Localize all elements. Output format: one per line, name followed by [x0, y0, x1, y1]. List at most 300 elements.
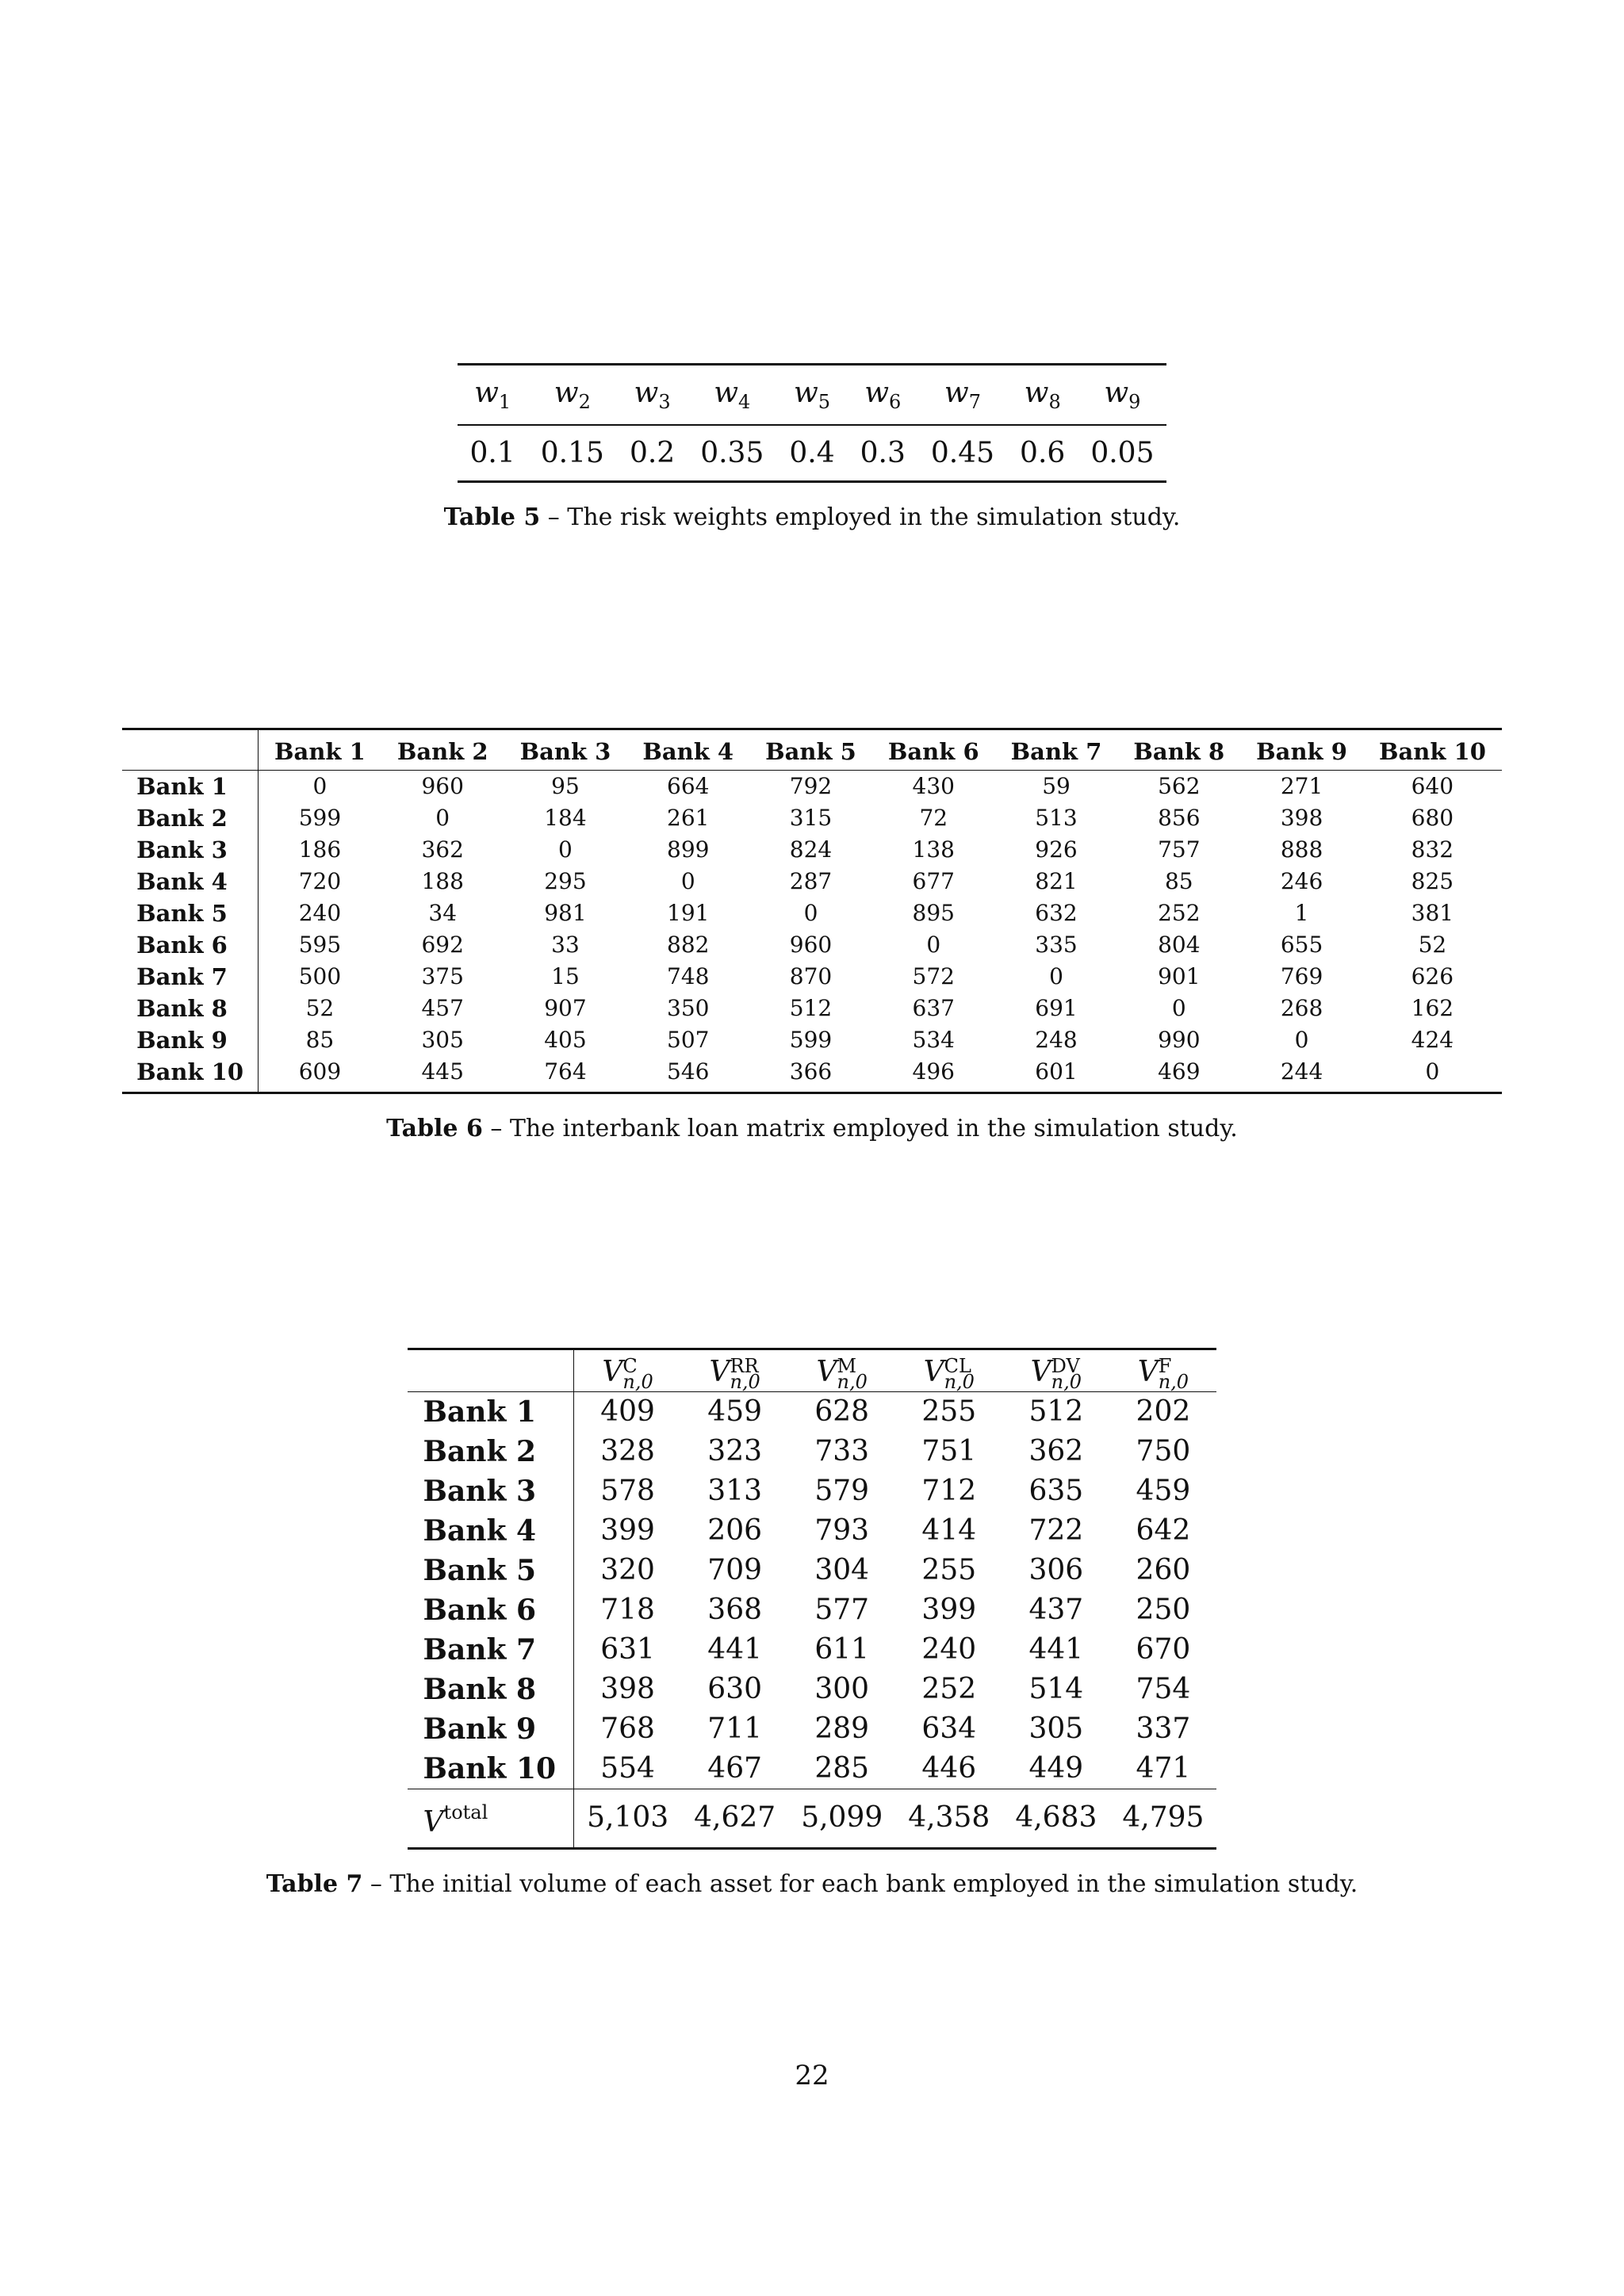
table-cell: 0: [1049, 963, 1063, 989]
table-cell: 240: [921, 1633, 977, 1666]
row-header-cell: Bank 8: [122, 993, 258, 1024]
row-header-cell: Bank 1: [122, 771, 258, 803]
weight-subscript: 9: [1128, 391, 1141, 414]
table-cell: 362: [421, 836, 464, 863]
table-cell: 677: [912, 868, 955, 894]
table-cell: 832: [1411, 836, 1454, 863]
total-cell: 4,795: [1109, 1789, 1216, 1849]
script-stack: [837, 1355, 868, 1393]
table-cell: 825: [1411, 868, 1454, 894]
volume-superscript: M: [837, 1355, 857, 1377]
table-cell: 637: [912, 995, 955, 1021]
weight-value-cell: 0.15: [540, 437, 604, 470]
table-cell: 513: [1035, 805, 1078, 831]
table-row: [122, 897, 1502, 929]
total-cell: 4,358: [895, 1789, 1002, 1849]
table-cell: 188: [421, 868, 464, 894]
table-row: [122, 993, 1502, 1024]
table-cell: 664: [667, 773, 710, 799]
table-cell: 459: [1136, 1475, 1191, 1507]
volume-superscript: F: [1158, 1355, 1172, 1377]
volume-superscript: DV: [1051, 1355, 1080, 1377]
table-cell: 670: [1136, 1633, 1191, 1666]
table-cell: 306: [1028, 1554, 1084, 1586]
table-cell: 824: [789, 836, 833, 863]
table-cell: 599: [298, 805, 342, 831]
table-cell: 960: [421, 773, 464, 799]
table-cell: 990: [1158, 1027, 1201, 1053]
table-cell: 328: [600, 1435, 655, 1468]
weight-value-cell: 0.45: [930, 437, 995, 470]
corner-cell: [122, 729, 258, 771]
column-header-cell: Bank 7: [995, 729, 1118, 771]
table-7-block: [0, 1348, 1624, 1898]
total-cell: 5,099: [788, 1789, 895, 1849]
table-cell: 0: [680, 868, 695, 894]
table-cell: 507: [667, 1027, 710, 1053]
weight-value-cell: 0.05: [1090, 437, 1155, 470]
table-cell: 754: [1136, 1673, 1191, 1705]
weight-subscript: 7: [968, 391, 982, 414]
table-cell: 323: [707, 1435, 763, 1468]
table-cell: 85: [305, 1027, 335, 1053]
row-header-cell: Bank 1: [408, 1392, 574, 1433]
table-cell: 459: [707, 1395, 763, 1428]
script-stack: [622, 1355, 653, 1393]
weight-header-cell: [776, 365, 847, 426]
script-stack: [730, 1355, 760, 1393]
table-cell: 430: [912, 773, 955, 799]
weight-subscript: 8: [1048, 391, 1061, 414]
table-cell: 255: [921, 1554, 977, 1586]
column-header-cell: Bank 10: [1363, 729, 1502, 771]
table-row: [408, 1590, 1217, 1630]
table-cell: 632: [1035, 900, 1078, 926]
table-cell: 631: [600, 1633, 655, 1666]
table-cell: 295: [544, 868, 587, 894]
row-header-cell: Bank 9: [122, 1024, 258, 1056]
table-row: [122, 929, 1502, 961]
table-cell: 252: [1158, 900, 1201, 926]
table-cell: 512: [789, 995, 833, 1021]
table-cell: 578: [600, 1475, 655, 1507]
table-cell: 562: [1158, 773, 1201, 799]
table-cell: 285: [814, 1752, 870, 1785]
table-cell: 792: [789, 773, 833, 799]
table-cell: 366: [789, 1058, 833, 1085]
table-cell: 162: [1411, 995, 1454, 1021]
row-header-cell: Bank 5: [122, 897, 258, 929]
table-cell: 733: [814, 1435, 870, 1468]
table-cell: 320: [600, 1554, 655, 1586]
row-header-cell: Bank 4: [408, 1511, 574, 1551]
script-stack: [1051, 1355, 1082, 1393]
table-cell: 449: [1028, 1752, 1084, 1785]
table-row: [122, 834, 1502, 866]
row-header-cell: Bank 5: [408, 1551, 574, 1590]
volume-subscript: n,0: [622, 1371, 653, 1393]
caption-label: Table 5: [443, 503, 541, 532]
weight-symbol: w: [944, 377, 969, 409]
table-row: [122, 1056, 1502, 1093]
column-header-cell: Bank 9: [1240, 729, 1363, 771]
table-cell: 572: [912, 963, 955, 989]
table-cell: 350: [667, 995, 710, 1021]
table-header-row: [408, 1349, 1217, 1392]
corner-cell: [408, 1349, 574, 1392]
weight-subscript: 1: [498, 391, 511, 414]
table-cell: 337: [1136, 1712, 1191, 1745]
table-cell: 599: [789, 1027, 833, 1053]
weight-symbol: w: [793, 377, 818, 409]
table-cell: 52: [305, 995, 335, 1021]
total-cell: 4,683: [1002, 1789, 1109, 1849]
weight-subscript: 4: [738, 391, 751, 414]
table-cell: 191: [667, 900, 710, 926]
total-symbol: V: [423, 1806, 444, 1839]
table-cell: 34: [428, 900, 458, 926]
table-cell: 0: [1425, 1058, 1440, 1085]
table-cell: 184: [544, 805, 587, 831]
table-cell: 554: [600, 1752, 655, 1785]
table-cell: 512: [1028, 1395, 1084, 1428]
table-row: [122, 802, 1502, 834]
row-header-cell: Bank 8: [408, 1670, 574, 1709]
table-5-block: [0, 363, 1624, 531]
table-cell: 206: [707, 1514, 763, 1547]
table-cell: 821: [1035, 868, 1078, 894]
weight-value-cell: 0.35: [700, 437, 764, 470]
table-cell: 0: [435, 805, 450, 831]
table-6-block: [0, 728, 1624, 1142]
initial-asset-volume-table: [408, 1348, 1217, 1850]
table-row: [122, 771, 1502, 803]
table-row: [408, 1432, 1217, 1471]
table-cell: 304: [814, 1554, 870, 1586]
table-cell: 437: [1028, 1594, 1084, 1626]
column-header-cell: [788, 1349, 895, 1392]
weight-header-cell: [848, 365, 918, 426]
table-cell: 888: [1280, 836, 1323, 863]
table-cell: 52: [1418, 932, 1447, 958]
volume-subscript: n,0: [837, 1371, 868, 1393]
table-cell: 748: [667, 963, 710, 989]
caption-text: – The initial volume of each asset for each bank employed in the simulation study.: [362, 1870, 1358, 1898]
weight-subscript: 5: [818, 391, 831, 414]
table-cell: 595: [298, 932, 342, 958]
table-cell: 0: [926, 932, 941, 958]
table-cell: 907: [544, 995, 587, 1021]
weight-header-cell: [918, 365, 1007, 426]
table-cell: 362: [1028, 1435, 1084, 1468]
volume-superscript: CL: [944, 1355, 971, 1377]
table-cell: 375: [421, 963, 464, 989]
row-header-cell: Bank 10: [408, 1749, 574, 1789]
column-header-cell: Bank 4: [626, 729, 749, 771]
table-cell: 655: [1280, 932, 1323, 958]
table-cell: 764: [544, 1058, 587, 1085]
table-cell: 626: [1411, 963, 1454, 989]
table-cell: 305: [1028, 1712, 1084, 1745]
weight-value-cell: 0.6: [1020, 437, 1066, 470]
table-cell: 546: [667, 1058, 710, 1085]
volume-subscript: n,0: [944, 1371, 975, 1393]
column-header-cell: Bank 2: [381, 729, 504, 771]
table-cell: 804: [1158, 932, 1201, 958]
table-cell: 441: [1028, 1633, 1084, 1666]
table-cell: 33: [551, 932, 580, 958]
volume-superscript: RR: [730, 1355, 759, 1377]
table-cell: 709: [707, 1554, 763, 1586]
row-header-cell: Bank 6: [122, 929, 258, 961]
table-cell: 642: [1136, 1514, 1191, 1547]
table-cell: 300: [814, 1673, 870, 1705]
weight-symbol: w: [474, 377, 499, 409]
table-cell: 467: [707, 1752, 763, 1785]
table-row: [122, 866, 1502, 897]
weight-value-cell: 0.3: [860, 437, 906, 470]
table-row: [122, 1024, 1502, 1056]
table-cell: 870: [789, 963, 833, 989]
table-cell: 750: [1136, 1435, 1191, 1468]
weight-subscript: 3: [658, 391, 671, 414]
table-cell: 268: [1280, 995, 1323, 1021]
table-cell: 601: [1035, 1058, 1078, 1085]
script-stack: [944, 1355, 975, 1393]
table-row: [408, 1392, 1217, 1433]
weight-symbol: w: [864, 377, 890, 409]
weight-header-cell: [1007, 365, 1078, 426]
table-cell: 899: [667, 836, 710, 863]
row-header-cell: Bank 7: [408, 1630, 574, 1670]
row-header-cell: Bank 2: [122, 802, 258, 834]
table-cell: 926: [1035, 836, 1078, 863]
table-cell: 446: [921, 1752, 977, 1785]
column-header-cell: Bank 6: [872, 729, 995, 771]
column-header-cell: Bank 8: [1117, 729, 1240, 771]
table-header-row: [458, 365, 1167, 426]
table-cell: 0: [1171, 995, 1186, 1021]
table-cell: 514: [1028, 1673, 1084, 1705]
table-cell: 445: [421, 1058, 464, 1085]
total-row-header: [408, 1789, 574, 1849]
column-header-cell: Bank 1: [259, 729, 381, 771]
table-cell: 500: [298, 963, 342, 989]
weight-header-cell: [688, 365, 776, 426]
row-header-cell: Bank 3: [122, 834, 258, 866]
table-cell: 611: [814, 1633, 870, 1666]
volume-symbol: V: [1137, 1356, 1159, 1388]
table-cell: 680: [1411, 805, 1454, 831]
table-cell: 757: [1158, 836, 1201, 863]
table-cell: 399: [921, 1594, 977, 1626]
table-cell: 441: [707, 1633, 763, 1666]
volume-symbol: V: [923, 1356, 944, 1388]
column-header-cell: [1109, 1349, 1216, 1392]
table-cell: 202: [1136, 1395, 1191, 1428]
volume-subscript: n,0: [1051, 1371, 1082, 1393]
table-cell: 768: [600, 1712, 655, 1745]
row-header-cell: Bank 6: [408, 1590, 574, 1630]
column-header-cell: [895, 1349, 1002, 1392]
weight-subscript: 6: [889, 391, 902, 414]
table-cell: 0: [558, 836, 573, 863]
table-cell: 882: [667, 932, 710, 958]
table-cell: 244: [1280, 1058, 1323, 1085]
table-cell: 691: [1035, 995, 1078, 1021]
table-cell: 471: [1136, 1752, 1191, 1785]
table-cell: 250: [1136, 1594, 1191, 1626]
weight-symbol: w: [1104, 377, 1129, 409]
column-header-cell: [681, 1349, 788, 1392]
table-cell: 718: [600, 1594, 655, 1626]
table-row: [408, 1749, 1217, 1789]
table-cell: 856: [1158, 805, 1201, 831]
table-cell: 628: [814, 1395, 870, 1428]
weight-value-cell: 0.2: [629, 437, 676, 470]
caption-label: Table 7: [266, 1870, 363, 1898]
caption-text: – The risk weights employed in the simulation study.: [540, 503, 1181, 532]
total-superscript: total: [443, 1801, 488, 1823]
table-cell: 722: [1028, 1514, 1084, 1547]
volume-symbol: V: [709, 1356, 730, 1388]
column-header-cell: Bank 5: [749, 729, 872, 771]
table-cell: 72: [919, 805, 948, 831]
weight-symbol: w: [1024, 377, 1049, 409]
risk-weights-table: [458, 363, 1167, 483]
table-cell: 260: [1136, 1554, 1191, 1586]
volume-subscript: n,0: [1158, 1371, 1189, 1393]
table-cell: 630: [707, 1673, 763, 1705]
interbank-loan-matrix-table: [122, 728, 1502, 1094]
table-5-caption: [0, 503, 1624, 531]
table-cell: 0: [1294, 1027, 1309, 1053]
row-header-cell: Bank 7: [122, 961, 258, 993]
table-cell: 769: [1280, 963, 1323, 989]
table-cell: 901: [1158, 963, 1201, 989]
weight-symbol: w: [553, 377, 579, 409]
table-cell: 313: [707, 1475, 763, 1507]
table-cell: 981: [544, 900, 587, 926]
table-cell: 409: [600, 1395, 655, 1428]
caption-text: – The interbank loan matrix employed in the simulation study.: [482, 1115, 1238, 1142]
table-cell: 289: [814, 1712, 870, 1745]
table-7-caption: [0, 1870, 1624, 1898]
table-cell: 634: [921, 1712, 977, 1745]
caption-label: Table 6: [386, 1115, 483, 1142]
table-cell: 186: [298, 836, 342, 863]
table-cell: 335: [1035, 932, 1078, 958]
table-cell: 381: [1411, 900, 1454, 926]
table-row: [408, 1551, 1217, 1590]
column-header-cell: [574, 1349, 682, 1392]
total-cell: 4,627: [681, 1789, 788, 1849]
weight-value-cell: 0.1: [469, 437, 515, 470]
table-cell: 692: [421, 932, 464, 958]
table-cell: 469: [1158, 1058, 1201, 1085]
table-cell: 252: [921, 1673, 977, 1705]
volume-symbol: V: [1030, 1356, 1051, 1388]
table-row: [408, 1670, 1217, 1709]
row-header-cell: Bank 3: [408, 1471, 574, 1511]
weight-symbol: w: [714, 377, 739, 409]
table-cell: 895: [912, 900, 955, 926]
table-cell: 793: [814, 1514, 870, 1547]
table-6-caption: [0, 1115, 1624, 1142]
volume-superscript: C: [622, 1355, 638, 1377]
script-stack: [1158, 1355, 1189, 1393]
table-row: [408, 1471, 1217, 1511]
table-row: [458, 425, 1167, 482]
table-cell: 138: [912, 836, 955, 863]
table-cell: 751: [921, 1435, 977, 1468]
table-cell: 457: [421, 995, 464, 1021]
weight-header-cell: [617, 365, 688, 426]
table-cell: 960: [789, 932, 833, 958]
table-row: [408, 1709, 1217, 1749]
table-cell: 255: [921, 1395, 977, 1428]
table-cell: 398: [1280, 805, 1323, 831]
table-cell: 577: [814, 1594, 870, 1626]
table-cell: 712: [921, 1475, 977, 1507]
table-cell: 405: [544, 1027, 587, 1053]
table-cell: 496: [912, 1058, 955, 1085]
table-cell: 414: [921, 1514, 977, 1547]
table-cell: 1: [1294, 900, 1309, 926]
weight-header-cell: [528, 365, 617, 426]
table-row: [408, 1630, 1217, 1670]
page-number: 22: [795, 2060, 829, 2091]
table-cell: 534: [912, 1027, 955, 1053]
table-cell: 0: [312, 773, 327, 799]
table-cell: 579: [814, 1475, 870, 1507]
table-cell: 720: [298, 868, 342, 894]
table-cell: 95: [551, 773, 580, 799]
weight-value-cell: 0.4: [789, 437, 835, 470]
table-cell: 59: [1042, 773, 1071, 799]
table-header-row: [122, 729, 1502, 771]
table-cell: 248: [1035, 1027, 1078, 1053]
volume-subscript: n,0: [730, 1371, 760, 1393]
table-cell: 315: [789, 805, 833, 831]
row-header-cell: Bank 10: [122, 1056, 258, 1093]
table-cell: 0: [803, 900, 818, 926]
weight-header-cell: [458, 365, 528, 426]
table-cell: 246: [1280, 868, 1323, 894]
table-cell: 368: [707, 1594, 763, 1626]
table-cell: 240: [298, 900, 342, 926]
volume-symbol: V: [816, 1356, 837, 1388]
total-row: [408, 1789, 1217, 1849]
weight-subscript: 2: [578, 391, 591, 414]
table-cell: 85: [1164, 868, 1193, 894]
row-header-cell: Bank 4: [122, 866, 258, 897]
column-header-cell: Bank 3: [504, 729, 627, 771]
row-header-cell: Bank 9: [408, 1709, 574, 1749]
table-cell: 305: [421, 1027, 464, 1053]
column-header-cell: [1002, 1349, 1109, 1392]
table-cell: 399: [600, 1514, 655, 1547]
table-cell: 609: [298, 1058, 342, 1085]
table-cell: 261: [667, 805, 710, 831]
table-cell: 635: [1028, 1475, 1084, 1507]
volume-symbol: V: [602, 1356, 623, 1388]
weight-header-cell: [1078, 365, 1166, 426]
table-cell: 424: [1411, 1027, 1454, 1053]
table-cell: 287: [789, 868, 833, 894]
table-cell: 398: [600, 1673, 655, 1705]
row-header-cell: Bank 2: [408, 1432, 574, 1471]
